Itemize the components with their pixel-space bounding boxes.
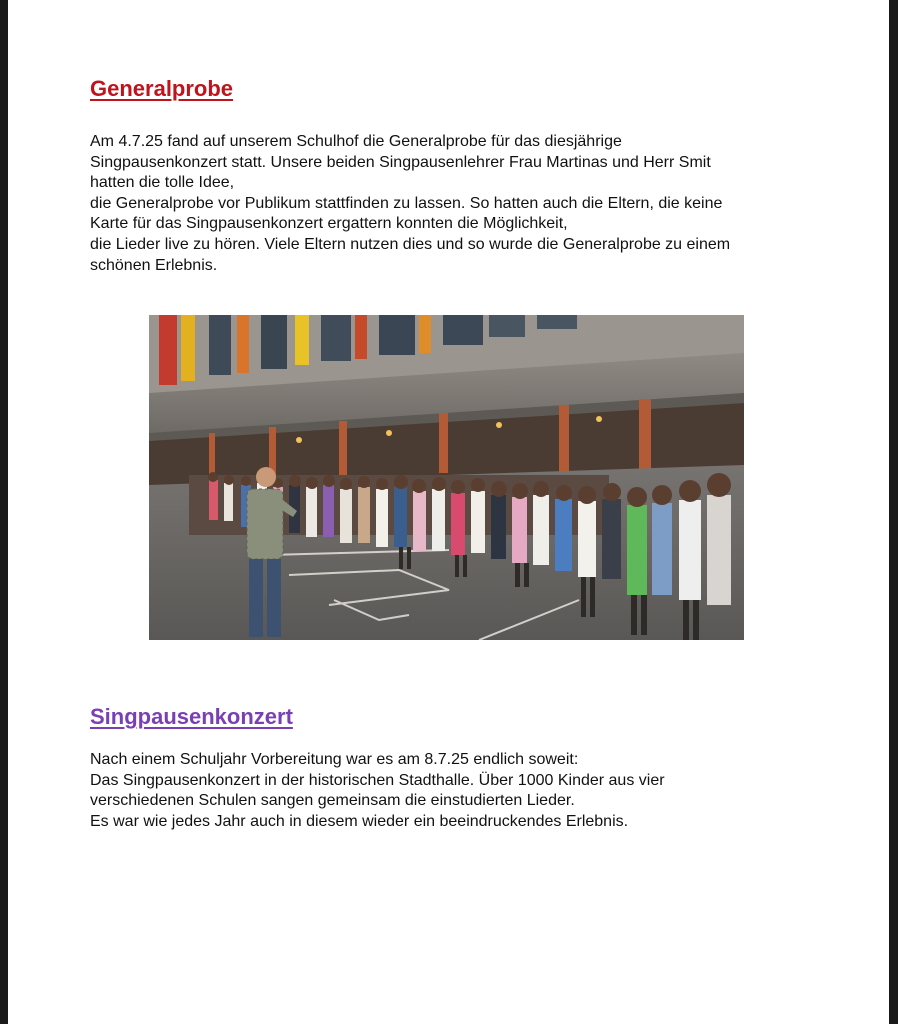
text-line: hatten die tolle Idee,: [90, 174, 235, 192]
text-line: Am 4.7.25 fand auf unserem Schulhof die Generalprobe für das diesjährige: [90, 133, 622, 150]
paragraph-singpausenkonzert: [90, 750, 830, 832]
schoolyard-choir-photo: [149, 315, 744, 640]
heading-singpausenkonzert: Singpausenkonzert: [90, 704, 293, 729]
text-line: schönen Erlebnis.: [90, 256, 218, 274]
text-line: Karte für das Singpausenkonzert ergattern konnten die Möglichkeit,: [90, 215, 568, 233]
text-line: Singpausenkonzert statt. Unsere beiden Singpausenlehrer Frau Martinas und Herr Smit: [90, 153, 711, 171]
text-line: Es war wie jedes Jahr auch in diesem wieder ein beeindruckendes Erlebnis.: [90, 812, 629, 830]
text-line: Das Singpausenkonzert in der historischen Stadthalle. Über 1000 Kinder aus vier: [90, 771, 665, 789]
text-line: verschiedenen Schulen sangen gemeinsam die einstudierten Lieder.: [90, 792, 575, 810]
paragraph-generalprobe: [90, 132, 830, 276]
text-line: Nach einem Schuljahr Vorbereitung war es am 8.7.25 endlich soweit:: [90, 751, 579, 768]
text-line: die Lieder live zu hören. Viele Eltern nutzen dies und so wurde die Generalprobe zu einem: [90, 235, 731, 253]
photo-illustration: [149, 315, 744, 640]
text-line: die Generalprobe vor Publikum stattfinden zu lassen. So hatten auch die Eltern, die keine: [90, 194, 723, 212]
heading-generalprobe: Generalprobe: [90, 76, 234, 101]
document-page: [8, 0, 889, 1024]
